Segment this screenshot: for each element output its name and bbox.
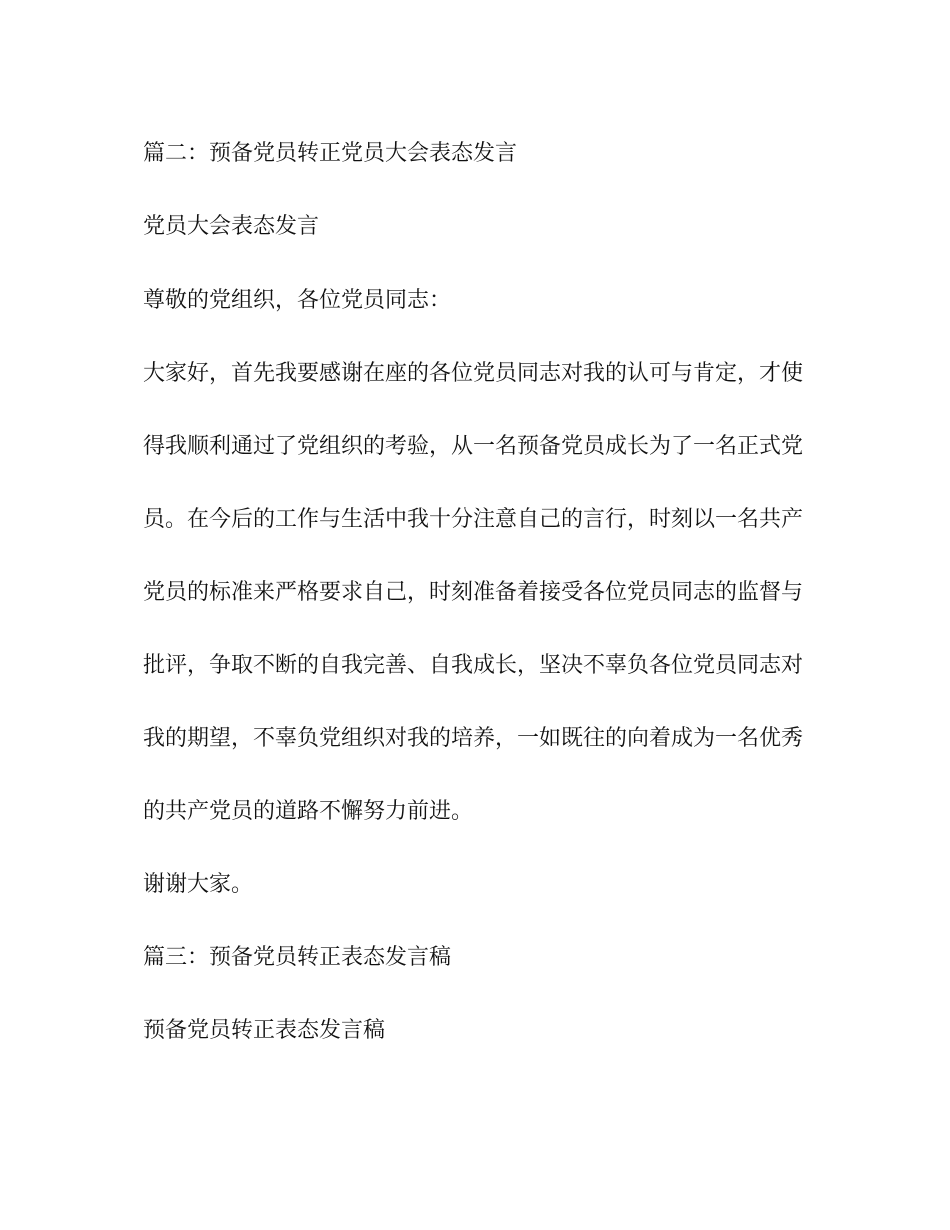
speech-title: 党员大会表态发言 xyxy=(143,214,320,239)
paragraph-line: 我的期望，不辜负党组织对我的培养，一如既往的向着成为一名优秀 xyxy=(143,726,804,751)
paragraph-line: 批评，争取不断的自我完善、自我成长，坚决不辜负各位党员同志对 xyxy=(143,653,804,678)
closing-line: 谢谢大家。 xyxy=(143,872,254,897)
section-title-3: 预备党员转正表态发言稿 xyxy=(143,1018,386,1043)
paragraph-line: 员。在今后的工作与生活中我十分注意自己的言行，时刻以一名共产 xyxy=(143,507,804,532)
paragraph-line: 的共产党员的道路不懈努力前进。 xyxy=(143,799,474,824)
section-heading-2: 篇二：预备党员转正党员大会表态发言 xyxy=(143,141,518,166)
paragraph-line: 大家好，首先我要感谢在座的各位党员同志对我的认可与肯定，才使 xyxy=(143,361,804,386)
section-heading-3: 篇三：预备党员转正表态发言稿 xyxy=(143,945,452,970)
paragraph-line: 得我顺利通过了党组织的考验，从一名预备党员成长为了一名正式党 xyxy=(143,434,804,459)
paragraph-line: 党员的标准来严格要求自己，时刻准备着接受各位党员同志的监督与 xyxy=(143,580,804,605)
salutation: 尊敬的党组织，各位党员同志： xyxy=(143,288,452,313)
